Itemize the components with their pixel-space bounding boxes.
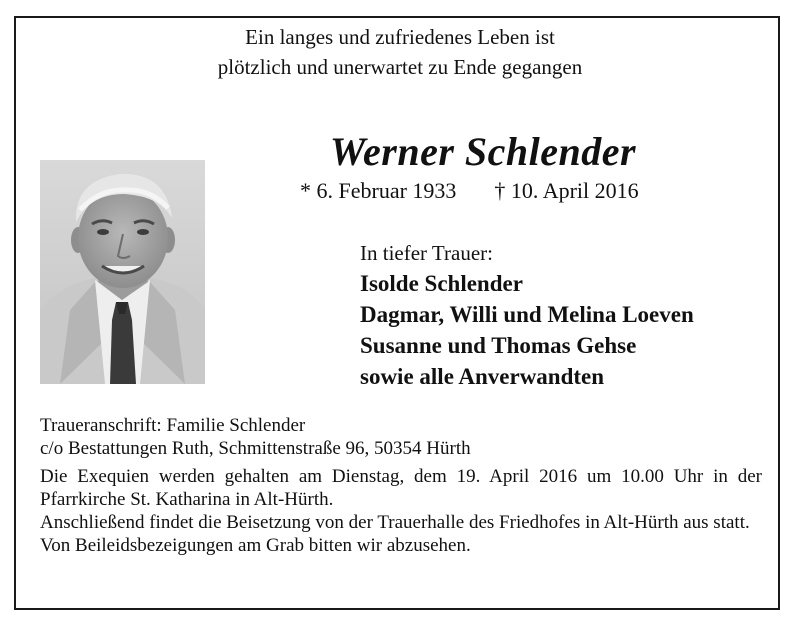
deceased-name: Werner Schlender bbox=[329, 129, 637, 174]
portrait-photo bbox=[40, 160, 205, 384]
address-line-2: c/o Bestattungen Ruth, Schmittenstraße 96, 50354 Hürth bbox=[40, 438, 471, 459]
address-line-1: Traueranschrift: Familie Schlender bbox=[40, 415, 306, 436]
mourners-block bbox=[360, 238, 694, 392]
intro-line-2: plötzlich und unerwartet zu Ende gegangen bbox=[217, 55, 583, 79]
condolence-note: Von Beileidsbezeigungen am Grab bitten wir abzusehen. bbox=[40, 535, 471, 556]
funeral-info bbox=[40, 414, 762, 557]
death-date: † 10. April 2016 bbox=[494, 178, 639, 203]
mourner-name: Dagmar, Willi und Melina Loeven bbox=[360, 302, 694, 327]
mourner-name: sowie alle Anverwandten bbox=[360, 364, 605, 389]
life-dates bbox=[300, 178, 639, 204]
mourner-name: Isolde Schlender bbox=[360, 271, 523, 296]
intro-text bbox=[0, 22, 800, 82]
exequien-text: Die Exequien werden gehalten am Dienstag, dem 19. April 2016 um 10.00 Uhr in der Pfarrkirche St. Katharina in Alt-Hürth. bbox=[40, 466, 762, 510]
mourner-name: Susanne und Thomas Gehse bbox=[360, 333, 637, 358]
intro-line-1: Ein langes und zufriedenes Leben ist bbox=[245, 25, 555, 49]
burial-text: Anschließend findet die Beisetzung von der Trauerhalle des Friedhofes in Alt-Hürth aus statt. bbox=[40, 512, 750, 533]
birth-date: * 6. Februar 1933 bbox=[300, 178, 457, 203]
mourners-label: In tiefer Trauer: bbox=[360, 241, 493, 265]
